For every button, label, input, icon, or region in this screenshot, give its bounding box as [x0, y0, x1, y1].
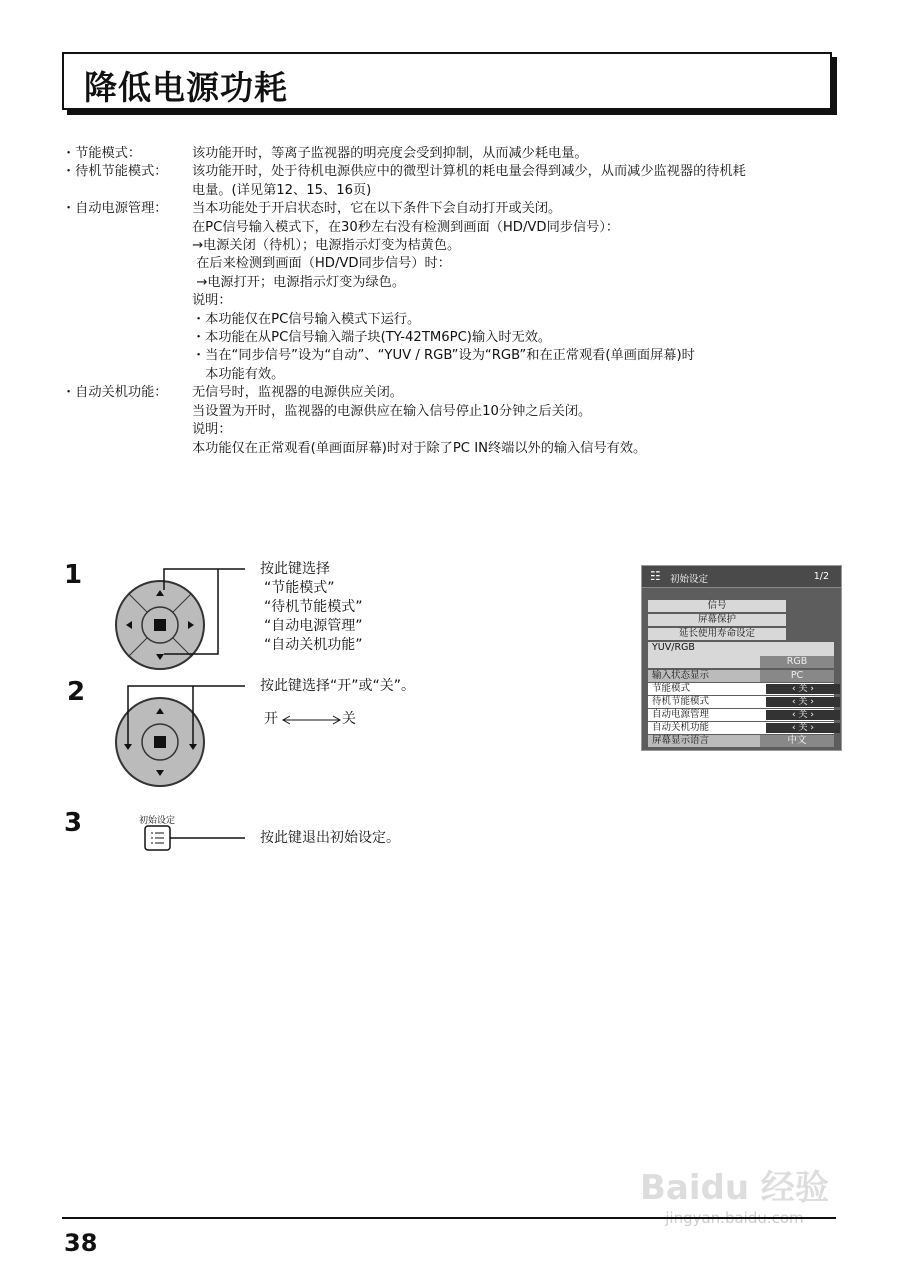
item-label: ・待机节能模式： [62, 164, 168, 180]
menu-row-value[interactable]: ‹ 关 › [766, 684, 840, 694]
setup-menu-screen [641, 565, 842, 751]
page-number: 38 [64, 1229, 98, 1257]
menu-row-label: 待机节能模式 [652, 696, 710, 707]
menu-row-value: PC [760, 670, 834, 682]
item-text: 在PC信号输入模式下，在30秒左右没有检测到画面（HD/VD同步信号）： [192, 219, 620, 235]
step3-instructions: 按此键退出初始设定。 [260, 830, 400, 846]
item-label: ・节能模式： [62, 146, 142, 161]
menu-row-yuv-rgb[interactable] [648, 642, 834, 668]
watermark-url: jingyan.baidu.com [665, 1209, 804, 1227]
page-title: 降低电源功耗 [84, 68, 288, 107]
menu-row-label: 节能模式 [652, 683, 691, 694]
item-label: ・自动电源管理： [62, 201, 168, 217]
menu-row-value[interactable]: ‹ 关 › [766, 710, 840, 720]
item-text: 当设置为开时，监视器的电源供应在输入信号停止10分钟之后关闭。 [192, 403, 592, 419]
item-text: 无信号时，监视器的电源供应关闭。 [192, 385, 403, 401]
watermark-logo: Baidu 经验 [640, 1168, 829, 1208]
dpad-up-down-icon [116, 569, 245, 669]
item-label: ・自动关机功能： [62, 385, 168, 401]
item-text: 电量。(详见第12、15、16页) [192, 182, 372, 198]
menu-row-label: 自动电源管理 [652, 709, 710, 720]
menu-title: 初始设定 [670, 574, 709, 585]
menu-row-setting[interactable] [648, 722, 834, 734]
item-text: →电源打开；电源指示灯变为绿色。 [192, 274, 406, 290]
menu-row-label: 输入状态显示 [652, 670, 710, 681]
dpad-left-right-icon [116, 686, 340, 786]
menu-row-value: RGB [760, 656, 834, 668]
menu-row-language[interactable] [648, 735, 834, 747]
item-text: 本功能仅在正常观看(单画面屏幕)时对于除了PC IN终端以外的输入信号有效。 [192, 440, 647, 456]
menu-button-screensaver[interactable]: 屏幕保护 [648, 614, 786, 626]
step-number: 3 [64, 808, 83, 838]
menu-row-label: YUV/RGB [652, 642, 695, 653]
item-text: 本功能有效。 [192, 366, 285, 382]
item-text: →电源关闭（待机）；电源指示灯变为桔黄色。 [192, 238, 461, 254]
item-text: ・本功能在从PC信号输入端子块(TY-42TM6PC)输入时无效。 [192, 330, 552, 346]
item-text: 该功能开时，处于待机电源供应中的微型计算机的耗电量会得到减少，从而减少监视器的待机耗 [192, 164, 746, 180]
step-number: 1 [64, 560, 83, 590]
setup-button-label: 初始设定 [139, 816, 176, 826]
menu-row-value: 中文 [760, 735, 834, 747]
item-text: ・当在“同步信号”设为“自动”、“YUV / RGB”设为“RGB”和在正常观看(单画面屏幕)时 [192, 348, 695, 364]
instruction-line: “自动电源管理” [264, 618, 363, 634]
instruction-line: 按此键选择 [260, 561, 330, 577]
menu-row-value[interactable]: ‹ 关 › [766, 723, 840, 733]
menu-button-extended-life[interactable]: 延长使用寿命设定 [648, 628, 786, 640]
menu-row-setting[interactable] [648, 696, 834, 708]
menu-list-icon: ☷ [650, 569, 661, 583]
item-text: 在后来检测到画面（HD/VD同步信号）时： [192, 256, 451, 272]
menu-row-setting[interactable] [648, 683, 834, 695]
step1-instructions [260, 560, 363, 655]
toggle-off-label: 关 [342, 711, 356, 727]
item-text: 该功能开时，等离子监视器的明亮度会受到抑制，从而减少耗电量。 [192, 146, 588, 161]
item-text: ・本功能仅在PC信号输入模式下运行。 [192, 311, 421, 327]
item-text: 当本功能处于开启状态时，它在以下条件下会自动打开或关闭。 [192, 201, 562, 217]
instruction-line: “节能模式” [264, 580, 335, 596]
footer-rule [62, 1217, 836, 1219]
instruction-line: “待机节能模式” [264, 599, 363, 615]
menu-row-setting[interactable] [648, 709, 834, 721]
menu-header [642, 566, 841, 588]
menu-row-input-label[interactable] [648, 670, 834, 682]
instruction-line: “自动关机功能” [264, 637, 363, 653]
step2-instructions: 按此键选择“开”或“关”。 [260, 678, 416, 694]
item-text: 说明： [192, 293, 232, 309]
menu-row-label: 自动关机功能 [652, 722, 710, 733]
menu-button-signal[interactable]: 信号 [648, 600, 786, 612]
menu-row-value[interactable]: ‹ 关 › [766, 697, 840, 707]
menu-page: 1/2 [813, 571, 829, 582]
toggle-on-label: 开 [264, 711, 278, 727]
menu-row-label: 屏幕显示语言 [652, 735, 710, 746]
item-text: 说明： [192, 422, 232, 438]
step-number: 2 [67, 677, 86, 707]
